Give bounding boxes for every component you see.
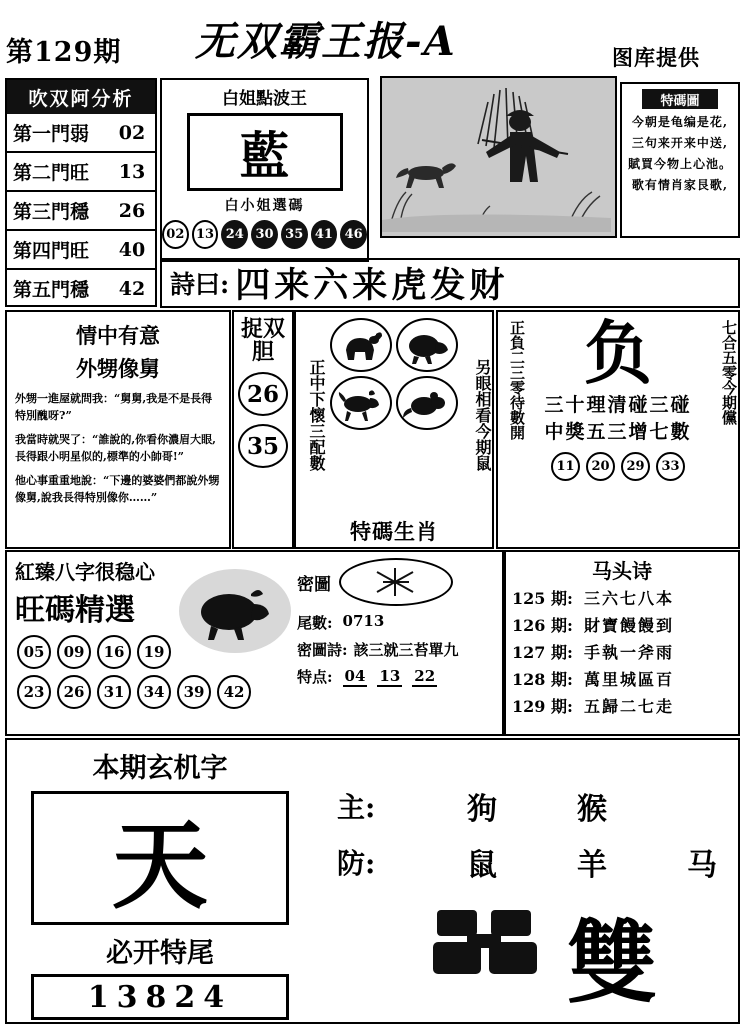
analysis-heading: 吹双阿分析 bbox=[7, 80, 155, 114]
must-open-label: 必开特尾 bbox=[106, 938, 214, 969]
analysis-label: 第二門旺 bbox=[13, 162, 90, 184]
ball: 42 bbox=[217, 675, 251, 709]
code-line: 歌有情肖家艮歌, bbox=[631, 178, 729, 192]
baijie-title: 白姐點波王 bbox=[222, 89, 307, 109]
secret-sketch bbox=[339, 558, 453, 606]
pick-animal: 羊 bbox=[577, 848, 607, 883]
secret-pane bbox=[297, 558, 497, 687]
analysis-label: 第五門穩 bbox=[13, 279, 90, 301]
ball: 09 bbox=[57, 635, 91, 669]
hot-picks-panel bbox=[5, 550, 504, 736]
secret-label: 密圖 bbox=[297, 574, 331, 595]
pig-medallion bbox=[177, 566, 297, 656]
fu-big-char: 负 bbox=[583, 314, 652, 394]
pick-animal: 猴 bbox=[577, 792, 607, 827]
picks-block bbox=[337, 784, 741, 896]
bottom-panel bbox=[5, 738, 740, 1024]
ball: 26 bbox=[57, 675, 91, 709]
ball: 29 bbox=[621, 452, 650, 481]
code-caption: 特碼圖 bbox=[642, 89, 718, 109]
table-row bbox=[506, 692, 738, 719]
analysis-number: 26 bbox=[118, 199, 146, 222]
poem-label: 詩曰: bbox=[170, 270, 230, 299]
ball: 34 bbox=[137, 675, 171, 709]
horse-period: 129 期: bbox=[512, 697, 573, 716]
ink-blob-decoration bbox=[427, 900, 547, 990]
must-open-nums: 13824 bbox=[31, 974, 289, 1020]
dog-icon bbox=[330, 376, 392, 430]
code-panel bbox=[620, 82, 740, 238]
tail-value: 0713 bbox=[342, 612, 385, 630]
ball: 46 bbox=[340, 220, 367, 249]
horse-text: 五歸二七走 bbox=[584, 697, 675, 716]
fu-line-2: 中獎五三增七數 bbox=[544, 421, 692, 443]
analysis-number: 40 bbox=[118, 238, 146, 261]
boar-icon bbox=[396, 318, 458, 372]
horse-text: 三六七八本 bbox=[584, 589, 675, 608]
secret-poem-row bbox=[297, 639, 497, 660]
code-line: 賦買今物上心池。 bbox=[627, 157, 732, 171]
xuanji-char-box bbox=[31, 791, 289, 925]
horse-period: 125 期: bbox=[512, 589, 573, 608]
ball: 39 bbox=[177, 675, 211, 709]
fu-panel bbox=[496, 310, 740, 549]
ball: 30 bbox=[251, 220, 278, 249]
table-row bbox=[506, 665, 738, 692]
fu-ball-row bbox=[526, 452, 710, 481]
horse-text: 財寶饅饅到 bbox=[584, 616, 675, 635]
analysis-table bbox=[5, 78, 157, 307]
issue-number: 第129期 bbox=[6, 37, 122, 68]
baijie-big-char-box bbox=[187, 113, 343, 191]
xuanji-title: 本期玄机字 bbox=[92, 753, 228, 784]
hot-title-1: 紅臻八字很稳心 bbox=[15, 560, 155, 584]
table-row bbox=[7, 192, 155, 231]
hot-title-2: 旺碼精選 bbox=[15, 593, 135, 628]
table-row bbox=[506, 611, 738, 638]
zhuodan-title: 捉双胆 bbox=[240, 316, 285, 365]
ball: 19 bbox=[137, 635, 171, 669]
pick-animal: 狗 bbox=[467, 792, 497, 827]
special-label: 特点: bbox=[297, 668, 333, 686]
table-row bbox=[506, 638, 738, 665]
table-row bbox=[7, 231, 155, 270]
zodiac-panel bbox=[294, 310, 494, 549]
zodiac-grid bbox=[326, 312, 462, 430]
pick-label: 主: bbox=[337, 791, 376, 824]
pick-label: 防: bbox=[337, 847, 376, 880]
tail-row bbox=[297, 612, 497, 633]
secret-poem-label: 密圖詩: bbox=[297, 641, 348, 659]
ball: 05 bbox=[17, 635, 51, 669]
ball: 16 bbox=[97, 635, 131, 669]
horse-poem-panel bbox=[504, 550, 740, 736]
zodiac-caption: 特碼生肖 bbox=[350, 519, 438, 544]
story-paragraph: 外甥一進屋就問我：“舅舅,我是不是長得特別醜呀?” bbox=[15, 392, 213, 422]
analysis-number: 13 bbox=[118, 160, 146, 183]
pick-row bbox=[337, 784, 741, 828]
horse-caption: 马头诗 bbox=[592, 559, 652, 583]
provider-label: 图库提供 bbox=[612, 45, 700, 70]
special-value: 13 bbox=[379, 666, 401, 685]
table-row bbox=[7, 114, 155, 153]
pick-animal: 鼠 bbox=[467, 848, 497, 883]
rat-icon bbox=[396, 376, 458, 430]
table-row bbox=[7, 153, 155, 192]
page-title: 无双霸王报-A bbox=[195, 18, 457, 65]
fu-side-left: 正負二三零待數開 bbox=[508, 320, 526, 440]
horse-period: 126 期: bbox=[512, 616, 573, 635]
zodiac-right-text: 另眼相看今期鼠 bbox=[473, 359, 492, 471]
ball: 02 bbox=[162, 220, 189, 249]
story-paragraph: 我當時就哭了：“誰說的,你看你濃眉大眼,長得跟小明星似的,標準的小帥哥!” bbox=[15, 433, 216, 463]
illustration-farmer bbox=[380, 76, 617, 238]
xuanji-char: 天 bbox=[112, 808, 208, 922]
analysis-number: 42 bbox=[118, 277, 146, 300]
analysis-label: 第四門旺 bbox=[13, 240, 90, 262]
code-line: 今朝是龟编是花, bbox=[631, 115, 729, 129]
analysis-number: 02 bbox=[118, 121, 146, 144]
special-value: 22 bbox=[414, 666, 436, 685]
special-row bbox=[297, 666, 497, 687]
story-panel bbox=[5, 310, 231, 549]
horse-text: 手執一斧雨 bbox=[584, 643, 675, 662]
ball: 41 bbox=[311, 220, 338, 249]
table-row bbox=[506, 584, 738, 611]
horse-period: 127 期: bbox=[512, 643, 573, 662]
ball: 20 bbox=[586, 452, 615, 481]
xuanji-block bbox=[15, 746, 305, 1020]
ball: 35 bbox=[281, 220, 308, 249]
horse-period: 128 期: bbox=[512, 670, 573, 689]
story-title-2: 外甥像舅 bbox=[76, 356, 160, 381]
ball: 23 bbox=[17, 675, 51, 709]
story-paragraph: 他心事重重地說：“下邊的婆婆們都說外甥像舅,說我長得特別像你……” bbox=[15, 474, 220, 504]
baijie-big-char: 藍 bbox=[239, 126, 290, 185]
zodiac-left-text: 正中下懷三配數 bbox=[307, 359, 326, 471]
horse-text: 萬里城區百 bbox=[584, 670, 675, 689]
analysis-label: 第一門弱 bbox=[13, 123, 90, 145]
analysis-label: 第三門穩 bbox=[13, 201, 90, 223]
pick-row bbox=[337, 840, 741, 884]
poem-text: 四来六来虎发财 bbox=[235, 265, 509, 306]
poem-bar bbox=[160, 258, 740, 308]
zhuodan-value: 26 bbox=[238, 372, 288, 416]
secret-poem-value: 該三就三苔單九 bbox=[353, 641, 459, 659]
baijie-subtitle: 白小姐選碼 bbox=[224, 198, 305, 214]
special-value: 04 bbox=[344, 666, 366, 685]
baijie-panel bbox=[160, 78, 369, 262]
zhuodan-value: 35 bbox=[238, 424, 288, 468]
ball: 31 bbox=[97, 675, 131, 709]
ball: 33 bbox=[656, 452, 685, 481]
code-line: 三句来开来中送, bbox=[631, 136, 729, 150]
pick-animal: 马 bbox=[687, 848, 717, 883]
fu-line-1: 三十理清碰三碰 bbox=[544, 394, 692, 416]
tail-label: 尾數: bbox=[297, 614, 333, 632]
baijie-ball-row bbox=[162, 220, 367, 249]
fu-side-right: 七合五零今期儻 bbox=[720, 320, 738, 425]
ball: 11 bbox=[551, 452, 580, 481]
ball: 24 bbox=[221, 220, 248, 249]
goat-icon bbox=[330, 318, 392, 372]
ball: 13 bbox=[192, 220, 219, 249]
table-row bbox=[7, 270, 155, 307]
story-title-1: 情中有意 bbox=[76, 323, 160, 348]
zhuodan-panel bbox=[232, 310, 294, 549]
shuang-char: 雙 bbox=[567, 910, 657, 1016]
illustration-svg bbox=[382, 78, 611, 232]
